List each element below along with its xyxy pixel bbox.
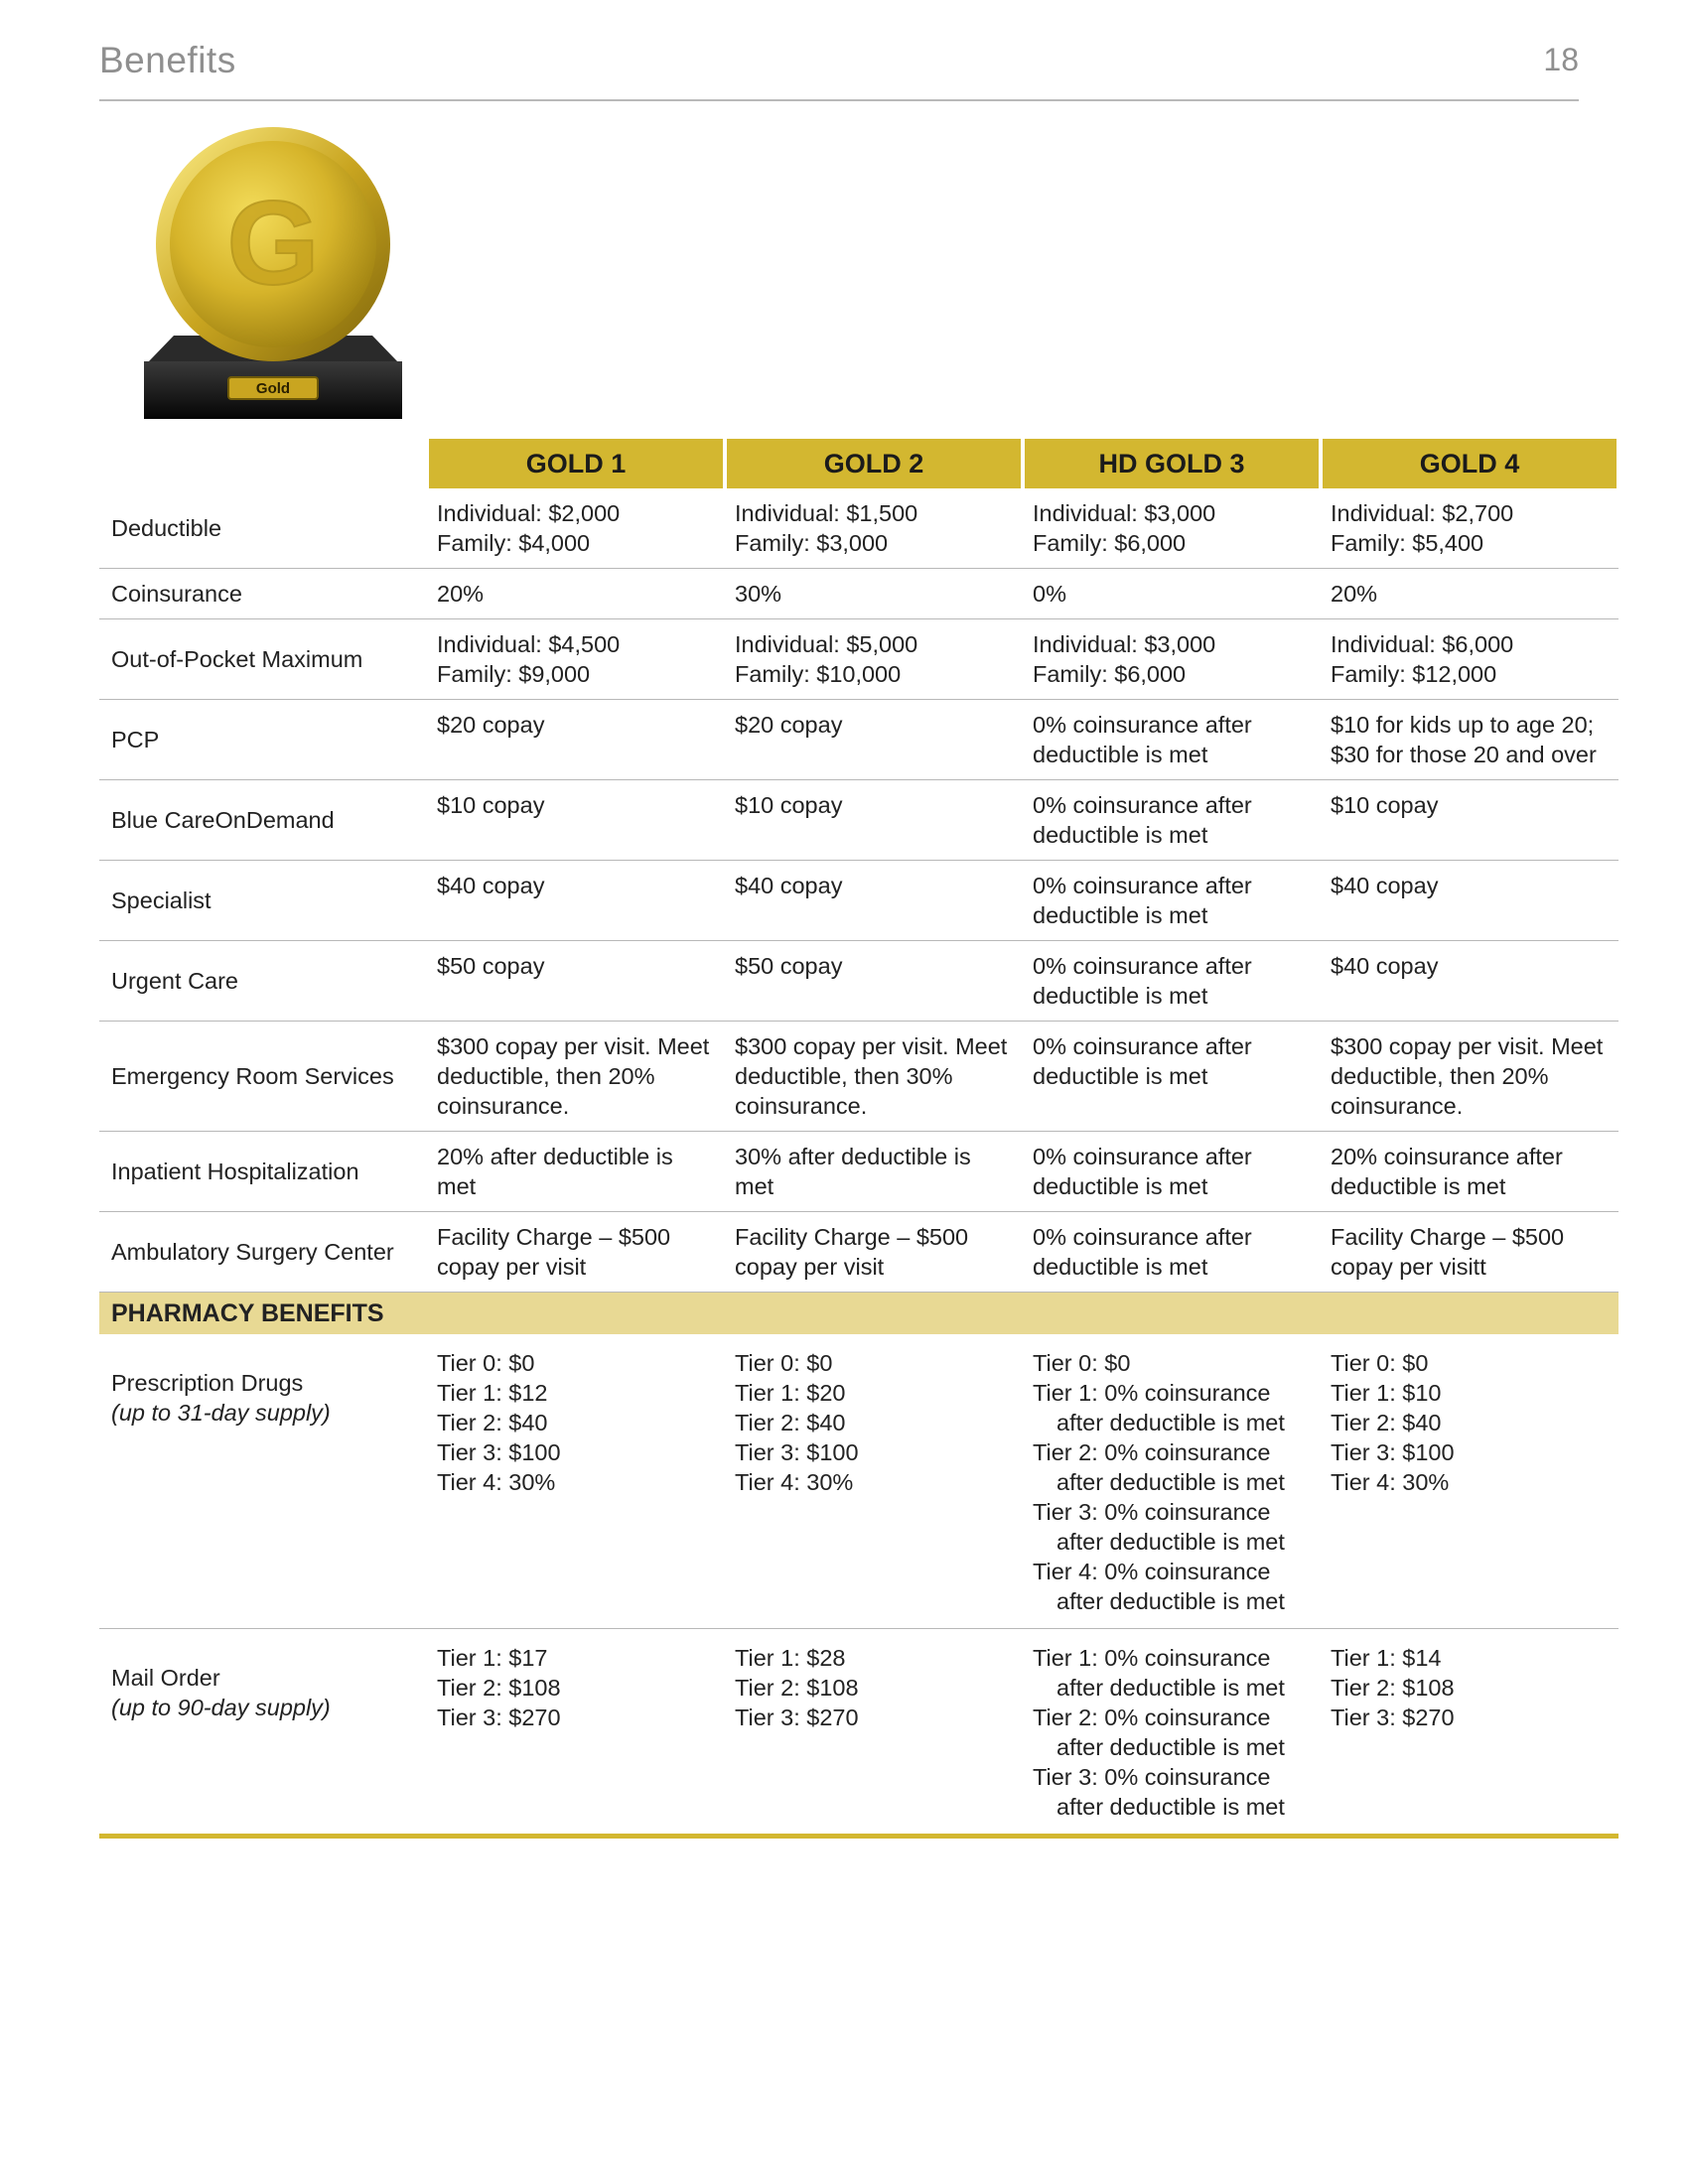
tier-text: Tier 3: $270 (437, 1705, 561, 1730)
tier-line (1033, 1378, 1311, 1437)
tier-line (437, 1643, 715, 1673)
plan-cell-gold-4: Facility Charge – $500 copay per visitt (1321, 1212, 1618, 1293)
plan-cell-gold-1: Individual: $4,500 Family: $9,000 (427, 619, 725, 700)
plan-cell-gold-2: $300 copay per visit. Meet deductible, then 30% coinsurance. (725, 1022, 1023, 1132)
benefit-row-pcp (99, 700, 1618, 780)
pharmacy-section-row (99, 1293, 1618, 1335)
tier-text: Tier 4: 30% (735, 1469, 854, 1495)
tier-text: Tier 2: $108 (735, 1675, 859, 1701)
tier-text-continued: after deductible is met (1056, 1675, 1285, 1701)
row-label: Emergency Room Services (99, 1022, 427, 1132)
plan-cell-gold-4: 20% coinsurance after deductible is met (1321, 1132, 1618, 1212)
plan-cell-gold-2: 30% (725, 569, 1023, 619)
row-label: Deductible (99, 488, 427, 569)
tier-text-continued: after deductible is met (1056, 1469, 1285, 1495)
tier-line (437, 1673, 715, 1703)
tier-line (1033, 1348, 1311, 1378)
row-label (99, 1334, 427, 1629)
page-number: 18 (1543, 42, 1579, 77)
plan-cell-gold-2: 30% after deductible is met (725, 1132, 1023, 1212)
plan-cell-gold-1: $50 copay (427, 941, 725, 1022)
page-title: Benefits (99, 40, 236, 80)
plan-cell-gold-2: $40 copay (725, 861, 1023, 941)
plan-header-gold-4: GOLD 4 (1321, 439, 1618, 488)
plan-cell-gold-1: $300 copay per visit. Meet deductible, then 20% coinsurance. (427, 1022, 725, 1132)
tier-line (1331, 1437, 1609, 1467)
plan-cell-hd-gold-3: 0% coinsurance after deductible is met (1023, 1132, 1321, 1212)
row-label: Ambulatory Surgery Center (99, 1212, 427, 1293)
plan-cell-gold-1: Individual: $2,000 Family: $4,000 (427, 488, 725, 569)
page-header (99, 40, 1579, 101)
tier-line (437, 1408, 715, 1437)
tier-text: Tier 2: $40 (735, 1410, 846, 1435)
tier-line (735, 1643, 1013, 1673)
tier-text: Tier 1: $10 (1331, 1380, 1442, 1406)
tier-text: Tier 3: 0% coinsurance (1033, 1764, 1271, 1790)
plan-cell-gold-4: 20% (1321, 569, 1618, 619)
tier-line (437, 1437, 715, 1467)
tier-line (735, 1437, 1013, 1467)
plan-cell-gold-1 (427, 1629, 725, 1837)
tier-text: Tier 0: $0 (437, 1350, 535, 1376)
tier-line (735, 1467, 1013, 1497)
tier-text: Tier 3: $270 (735, 1705, 859, 1730)
tier-text: Tier 2: $108 (437, 1675, 561, 1701)
tier-text: Tier 2: $40 (1331, 1410, 1442, 1435)
plan-cell-hd-gold-3: 0% coinsurance after deductible is met (1023, 1022, 1321, 1132)
tier-text: Tier 2: $108 (1331, 1675, 1455, 1701)
benefits-rows (99, 488, 1618, 1293)
tier-line (1033, 1762, 1311, 1822)
row-label: PCP (99, 700, 427, 780)
plan-cell-gold-2: Individual: $1,500 Family: $3,000 (725, 488, 1023, 569)
tier-line (1033, 1437, 1311, 1497)
plan-cell-gold-1 (427, 1334, 725, 1629)
pharmacy-row-mail-order (99, 1629, 1618, 1837)
plan-cell-gold-4 (1321, 1334, 1618, 1629)
plan-cell-hd-gold-3 (1023, 1334, 1321, 1629)
plan-cell-hd-gold-3: 0% coinsurance after deductible is met (1023, 780, 1321, 861)
plan-cell-gold-4: $300 copay per visit. Meet deductible, then 20% coinsurance. (1321, 1022, 1618, 1132)
tier-text: Tier 0: $0 (1033, 1350, 1131, 1376)
plan-cell-gold-4: $10 copay (1321, 780, 1618, 861)
tier-line (437, 1378, 715, 1408)
tier-text: Tier 0: $0 (735, 1350, 833, 1376)
plan-header-gold-2: GOLD 2 (725, 439, 1023, 488)
plan-cell-hd-gold-3: 0% coinsurance after deductible is met (1023, 861, 1321, 941)
tier-text: Tier 1: 0% coinsurance (1033, 1380, 1271, 1406)
row-sublabel: (up to 90-day supply) (111, 1695, 331, 1720)
plan-header-gold-1: GOLD 1 (427, 439, 725, 488)
tier-line (1033, 1703, 1311, 1762)
plan-cell-gold-2: $10 copay (725, 780, 1023, 861)
tier-text: Tier 1: $20 (735, 1380, 846, 1406)
tier-line (437, 1348, 715, 1378)
pharmacy-section-title: PHARMACY BENEFITS (99, 1293, 1618, 1335)
plan-cell-gold-2 (725, 1629, 1023, 1837)
tier-line (1331, 1467, 1609, 1497)
plan-cell-gold-2: $20 copay (725, 700, 1023, 780)
tier-line (1033, 1557, 1311, 1616)
tier-line (1331, 1643, 1609, 1673)
plan-cell-hd-gold-3: 0% (1023, 569, 1321, 619)
plan-cell-gold-1: Facility Charge – $500 copay per visit (427, 1212, 725, 1293)
header-blank (99, 439, 427, 488)
row-label: Blue CareOnDemand (99, 780, 427, 861)
plan-cell-gold-1: 20% (427, 569, 725, 619)
plan-cell-gold-2 (725, 1334, 1023, 1629)
plan-cell-hd-gold-3 (1023, 1629, 1321, 1837)
tier-line (1331, 1378, 1609, 1408)
pharmacy-rows (99, 1293, 1618, 1837)
tier-text: Tier 2: 0% coinsurance (1033, 1705, 1271, 1730)
tier-text-continued: after deductible is met (1056, 1794, 1285, 1820)
tier-text: Tier 3: $270 (1331, 1705, 1455, 1730)
plan-cell-gold-4: Individual: $2,700 Family: $5,400 (1321, 488, 1618, 569)
tier-text: Tier 3: $100 (437, 1439, 561, 1465)
row-label-text: Prescription Drugs (111, 1370, 304, 1396)
row-label: Coinsurance (99, 569, 427, 619)
tier-text: Tier 1: $14 (1331, 1645, 1442, 1671)
plan-header-hd-gold-3: HD GOLD 3 (1023, 439, 1321, 488)
row-label: Out-of-Pocket Maximum (99, 619, 427, 700)
plan-cell-gold-1: $40 copay (427, 861, 725, 941)
tier-text: Tier 0: $0 (1331, 1350, 1429, 1376)
tier-text: Tier 4: 0% coinsurance (1033, 1559, 1271, 1584)
tier-line (1331, 1408, 1609, 1437)
tier-line (735, 1673, 1013, 1703)
tier-text: Tier 1: $12 (437, 1380, 548, 1406)
medal-letter: G (226, 177, 320, 310)
tier-line (1331, 1673, 1609, 1703)
tier-line (437, 1703, 715, 1732)
gold-medal-icon (139, 127, 407, 420)
tier-line (1033, 1643, 1311, 1703)
tier-line (735, 1408, 1013, 1437)
tier-text: Tier 4: 30% (437, 1469, 556, 1495)
tier-line (735, 1703, 1013, 1732)
benefit-row-ambulatory-surgery-center (99, 1212, 1618, 1293)
row-label: Specialist (99, 861, 427, 941)
plan-cell-gold-1: $10 copay (427, 780, 725, 861)
benefit-row-inpatient-hospitalization (99, 1132, 1618, 1212)
plan-cell-hd-gold-3: Individual: $3,000 Family: $6,000 (1023, 488, 1321, 569)
tier-text: Tier 4: 30% (1331, 1469, 1450, 1495)
pharmacy-row-prescription-drugs (99, 1334, 1618, 1629)
benefit-row-deductible (99, 488, 1618, 569)
tier-text: Tier 2: 0% coinsurance (1033, 1439, 1271, 1465)
benefit-row-out-of-pocket-maximum (99, 619, 1618, 700)
benefits-table (99, 439, 1620, 1839)
tier-text-continued: after deductible is met (1056, 1588, 1285, 1614)
plan-cell-gold-2: Individual: $5,000 Family: $10,000 (725, 619, 1023, 700)
plan-cell-gold-4: $40 copay (1321, 861, 1618, 941)
benefit-row-emergency-room-services (99, 1022, 1618, 1132)
tier-text: Tier 3: $100 (1331, 1439, 1455, 1465)
plan-cell-gold-4: $10 for kids up to age 20; $30 for those 20 and over (1321, 700, 1618, 780)
benefit-row-specialist (99, 861, 1618, 941)
row-label (99, 1629, 427, 1837)
plan-cell-gold-4: $40 copay (1321, 941, 1618, 1022)
plan-cell-gold-1: 20% after deductible is met (427, 1132, 725, 1212)
row-label-text: Mail Order (111, 1665, 220, 1691)
tier-line (1033, 1497, 1311, 1557)
tier-text: Tier 1: $28 (735, 1645, 846, 1671)
benefit-row-coinsurance (99, 569, 1618, 619)
tier-text: Tier 1: 0% coinsurance (1033, 1645, 1271, 1671)
plan-cell-gold-1: $20 copay (427, 700, 725, 780)
plan-cell-hd-gold-3: 0% coinsurance after deductible is met (1023, 700, 1321, 780)
tier-line (735, 1348, 1013, 1378)
row-label: Urgent Care (99, 941, 427, 1022)
tier-line (735, 1378, 1013, 1408)
plan-header-row (99, 439, 1618, 488)
tier-text: Tier 2: $40 (437, 1410, 548, 1435)
benefit-row-urgent-care (99, 941, 1618, 1022)
plan-cell-gold-2: $50 copay (725, 941, 1023, 1022)
plan-cell-hd-gold-3: 0% coinsurance after deductible is met (1023, 941, 1321, 1022)
plan-cell-gold-2: Facility Charge – $500 copay per visit (725, 1212, 1023, 1293)
plan-cell-gold-4: Individual: $6,000 Family: $12,000 (1321, 619, 1618, 700)
tier-line (1331, 1703, 1609, 1732)
tier-text-continued: after deductible is met (1056, 1734, 1285, 1760)
medal-plaque-label: Gold (255, 380, 291, 397)
tier-text: Tier 3: 0% coinsurance (1033, 1499, 1271, 1525)
row-label: Inpatient Hospitalization (99, 1132, 427, 1212)
plan-cell-gold-4 (1321, 1629, 1618, 1837)
benefit-row-blue-careondemand (99, 780, 1618, 861)
tier-line (1331, 1348, 1609, 1378)
tier-text: Tier 3: $100 (735, 1439, 859, 1465)
tier-line (437, 1467, 715, 1497)
tier-text-continued: after deductible is met (1056, 1529, 1285, 1555)
tier-text: Tier 1: $17 (437, 1645, 548, 1671)
row-sublabel: (up to 31-day supply) (111, 1400, 331, 1426)
plan-cell-hd-gold-3: Individual: $3,000 Family: $6,000 (1023, 619, 1321, 700)
plan-cell-hd-gold-3: 0% coinsurance after deductible is met (1023, 1212, 1321, 1293)
tier-text-continued: after deductible is met (1056, 1410, 1285, 1435)
